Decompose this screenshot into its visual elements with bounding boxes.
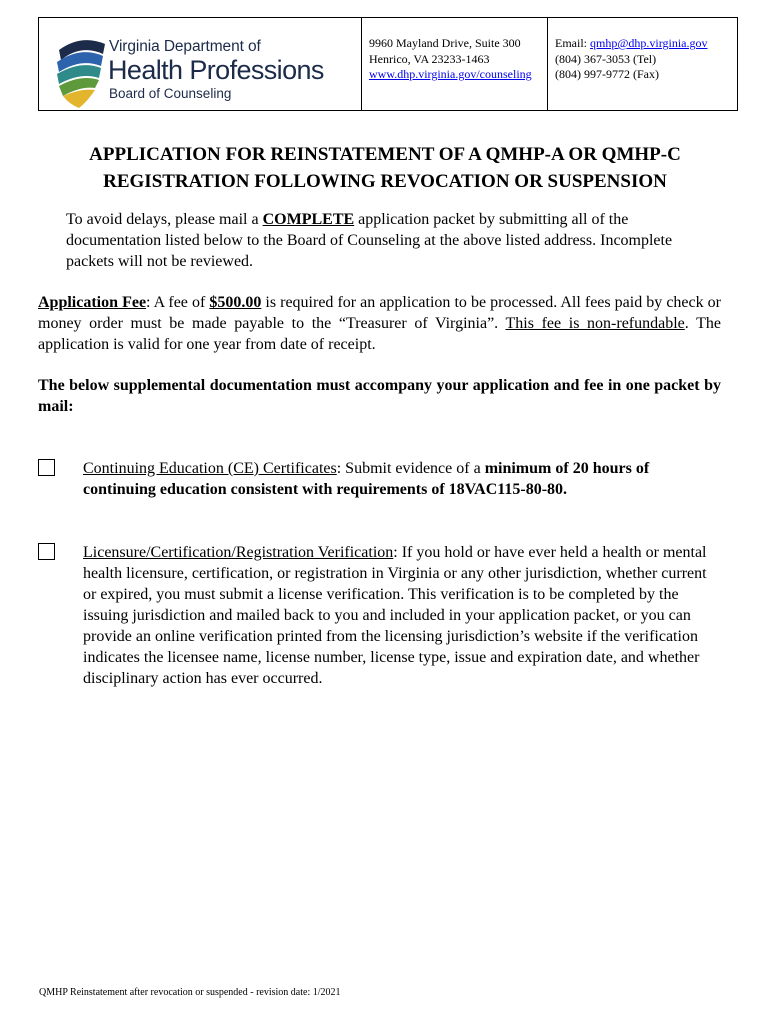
address-line2: Henrico, VA 23233-1463	[369, 51, 490, 66]
license-verification-item	[83, 542, 723, 689]
logo-health-professions: Health Professions	[108, 55, 324, 85]
header-divider-left	[361, 18, 362, 110]
application-fee-paragraph	[38, 292, 721, 355]
revision-footer: QMHP Reinstatement after revocation or suspended - revision date: 1/2021	[39, 987, 341, 998]
intro-text-end: application packet by submitting all of the documentation listed below to the Board of Counseling at the above listed address. Incomplete packets will not be reviewed.	[66, 211, 673, 270]
fee-nonrefundable: This fee is non-refundable	[505, 315, 685, 332]
supplemental-heading: The below supplemental documentation must accompany your application and fee in one packet by mail:	[38, 377, 721, 415]
mailing-address	[369, 36, 532, 83]
ce-certificates-item	[83, 458, 723, 500]
intro-text-start: To avoid delays, please mail a	[66, 211, 263, 228]
fee-text1: : A fee of	[146, 294, 210, 311]
logo-board: Board of Counseling	[109, 86, 232, 101]
ce-certificates-requirement: minimum of 20 hours of continuing education consistent with requirements of 18VAC115-80-80.	[83, 460, 650, 498]
logo-wordmark	[109, 38, 324, 102]
intro-complete-emphasis: COMPLETE	[262, 211, 355, 228]
fee-text3: . The application is valid for one year from date of receipt.	[38, 315, 722, 353]
address-line1: 9960 Mayland Drive, Suite 300	[369, 36, 521, 50]
website-link[interactable]: www.dhp.virginia.gov/counseling	[369, 67, 532, 81]
dhp-logo-icon	[53, 36, 111, 108]
email-label: Email:	[555, 36, 590, 50]
fax: (804) 997-9772 (Fax)	[555, 67, 659, 81]
document-title	[40, 141, 730, 195]
ce-certificates-checkbox[interactable]	[38, 459, 55, 476]
license-verification-text: : If you hold or have ever held a health or mental health licensure, certification, or registration in Virginia or any other jurisdiction, whether current or expired, you must submit a license verification. This verification is to be completed by the issuing jurisdiction and mailed back to you and included in your application packet, or you can provide an online verification printed from the licensing jurisdiction’s website if the verification indicates the licensee name, license number, license type, issue and expiration date, and whether disciplinary action has ever occurred.	[83, 544, 707, 687]
letterhead	[38, 17, 738, 111]
fee-text2: is required for an application to be processed. All fees paid by check or money order must be made payable to the “Treasurer of Virginia”.	[38, 294, 721, 332]
license-verification-label: Licensure/Certification/Registration Verification	[83, 544, 394, 561]
email-link[interactable]: qmhp@dhp.virginia.gov	[590, 36, 708, 50]
title-line2: REGISTRATION FOLLOWING REVOCATION OR SUSPENSION	[103, 171, 667, 192]
intro-paragraph	[66, 209, 706, 272]
title-line1: APPLICATION FOR REINSTATEMENT OF A QMHP-A OR QMHP-C	[89, 144, 681, 165]
contact-info	[555, 36, 708, 83]
telephone: (804) 367-3053 (Tel)	[555, 51, 657, 66]
ce-certificates-text: : Submit evidence of a	[336, 460, 485, 477]
license-verification-checkbox[interactable]	[38, 543, 55, 560]
logo-department: Virginia Department of	[109, 38, 261, 55]
ce-certificates-label: Continuing Education (CE) Certificates	[83, 460, 337, 477]
fee-amount: $500.00	[209, 294, 262, 311]
header-divider-right	[547, 18, 548, 110]
fee-label: Application Fee	[38, 294, 147, 311]
